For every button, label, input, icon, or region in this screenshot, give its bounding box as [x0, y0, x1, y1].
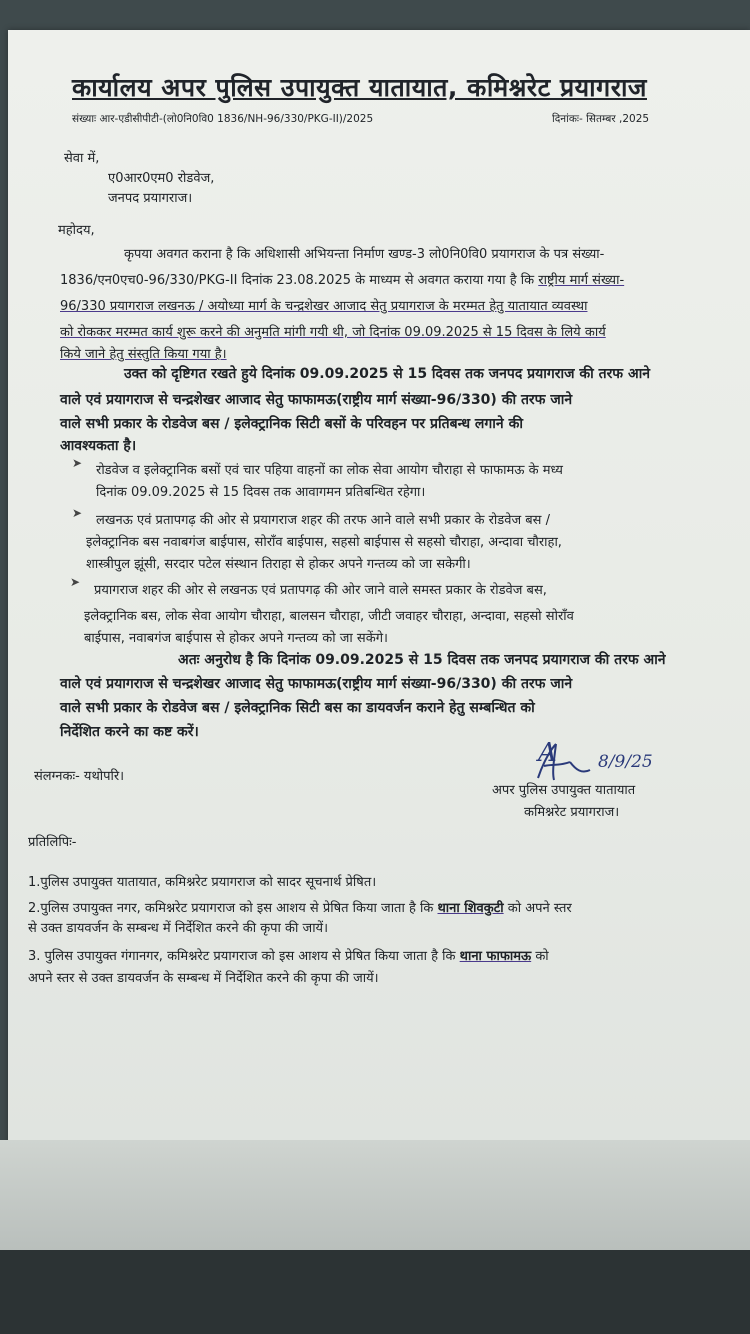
para1-line5: किये जाने हेतु संस्तुति किया गया है।: [60, 347, 227, 362]
para1-line3: 96/330 प्रयागराज लखनऊ / अयोध्या मार्ग के चन्द्रशेखर आजाद सेतु प्रयागराज के मरम्मत हेतु यातायात व्यवस्था: [60, 299, 588, 314]
salutation-to: सेवा में,: [64, 151, 100, 166]
copy-item-1: 1.पुलिस उपायुक्त यातायात, कमिश्नरेट प्रयागराज को सादर सूचनार्थ प्रेषित।: [28, 875, 377, 890]
para2-line2: वाले एवं प्रयागराज से चन्द्रशेखर आजाद सेतु फाफामऊ(राष्ट्रीय मार्ग संख्या-96/330) की तरफ जाने: [60, 392, 573, 408]
under-sheet: [0, 1140, 750, 1250]
office-title: कार्यालय अपर पुलिस उपायुक्त यातायात, कमिश्नरेट प्रयागराज: [72, 73, 647, 102]
bullet2-line3: शास्त्रीपुल झूंसी, सरदार पटेल संस्थान तिराहा से होकर अपने गन्तव्य को जा सकेगी।: [86, 557, 471, 572]
recipient-line-2: जनपद प्रयागराज।: [108, 191, 193, 206]
para1-line2: [60, 270, 624, 288]
copy-item-2-line2: से उक्त डायवर्जन के सम्बन्ध में निर्देशित करने की कृपा की जायें।: [28, 921, 329, 936]
signatory-designation: अपर पुलिस उपायुक्त यातायात: [492, 783, 636, 798]
request-line1: अतः अनुरोध है कि दिनांक 09.09.2025 से 15 दिवस तक जनपद प्रयागराज की तरफ आने: [178, 652, 666, 668]
greeting: महोदय,: [58, 223, 95, 238]
copy-item-2-text: 2.पुलिस उपायुक्त नगर, कमिश्नरेट प्रयागराज को इस आशय से प्रेषित किया जाता है कि: [28, 901, 438, 916]
table-surface: [0, 1250, 750, 1334]
copy-heading: प्रतिलिपिः-: [28, 835, 77, 850]
para1-highway-underlined: राष्ट्रीय मार्ग संख्या-: [538, 273, 625, 288]
copy-item-3: [28, 946, 549, 964]
request-line4: निर्देशित करने का कष्ट करें।: [60, 724, 199, 740]
signatory-office: कमिश्नरेट प्रयागराज।: [524, 805, 620, 820]
bullet3-line1: प्रयागराज शहर की ओर से लखनऊ एवं प्रतापगढ़ की ओर जाने वाले समस्त प्रकार के रोडवेज बस,: [94, 583, 547, 598]
recipient-line-1: ए0आर0एम0 रोडवेज,: [108, 171, 215, 186]
bullet1-line2: दिनांक 09.09.2025 से 15 दिवस तक आवागमन प्रतिबन्धित रहेगा।: [96, 485, 426, 500]
bullet3-line2: इलेक्ट्रानिक बस, लोक सेवा आयोग चौराहा, बालसन चौराहा, जीटी जवाहर चौराहा, अन्दावा, सहसो सोराँव: [84, 609, 574, 624]
signature-date-mark: 8/9/25: [598, 752, 653, 772]
bullet-arrow-icon: ➤: [72, 506, 83, 520]
request-line2: वाले एवं प्रयागराज से चन्द्रशेखर आजाद सेतु फाफामऊ(राष्ट्रीय मार्ग संख्या-96/330) की तरफ जाने: [60, 676, 573, 692]
para2-line4: आवश्यकता है।: [60, 438, 137, 454]
para2-line3: वाले सभी प्रकार के रोडवेज बस / इलेक्ट्रानिक सिटी बसों के परिवहन पर प्रतिबन्ध लगाने की: [60, 416, 523, 432]
copy-item-3-line2: अपने स्तर से उक्त डायवर्जन के सम्बन्ध में निर्देशित करने की कृपा की जायें।: [28, 971, 379, 986]
para2-line1: उक्त को दृष्टिगत रखते हुये दिनांक 09.09.2025 से 15 दिवस तक जनपद प्रयागराज की तरफ आने: [124, 366, 651, 382]
bullet-arrow-icon: ➤: [70, 575, 81, 589]
copy-item-2-text-end: को अपने स्तर: [503, 901, 572, 916]
signature-mark: A: [538, 738, 557, 768]
copy-item-2-station: थाना शिवकुटी: [437, 901, 504, 916]
bullet2-line2: इलेक्ट्रानिक बस नवाबगंज बाईपास, सोराँव बाईपास, सहसो बाईपास से सहसो चौराहा, अन्दावा चौराहा,: [86, 535, 562, 550]
copy-item-3-station: थाना फाफामऊ: [459, 949, 532, 964]
bullet-arrow-icon: ➤: [72, 456, 83, 470]
bullet3-line3: बाईपास, नवाबगंज बाईपास से होकर अपने गन्तव्य को जा सकेंगे।: [84, 631, 388, 646]
copy-item-3-text-end: को: [531, 949, 549, 964]
reference-number: संख्याः आर-एडीसीपीटी-(लो0नि0वि0 1836/NH-96/330/PKG-II)/2025: [72, 113, 374, 125]
para1-line4: को रोककर मरम्मत कार्य शुरू करने की अनुमति मांगी गयी थी, जो दिनांक 09.09.2025 से 15 दिवस के लिये कार्य: [60, 325, 606, 340]
copy-item-3-text: 3. पुलिस उपायुक्त गंगानगर, कमिश्नरेट प्रयागराज को इस आशय से प्रेषित किया जाता है कि: [28, 949, 460, 964]
bullet2-line1: लखनऊ एवं प्रतापगढ़ की ओर से प्रयागराज शहर की तरफ आने वाले सभी प्रकार के रोडवेज बस /: [96, 513, 550, 528]
para1-line1: कृपया अवगत कराना है कि अधिशासी अभियन्ता निर्माण खण्ड-3 लो0नि0वि0 प्रयागराज के पत्र संख्या-: [124, 247, 605, 262]
letter-date: दिनांकः- सितम्बर ,2025: [552, 113, 650, 125]
copy-item-2: [28, 898, 572, 916]
para1-line2-text: 1836/एन0एच0-96/330/PKG-II दिनांक 23.08.2025 के माध्यम से अवगत कराया गया है कि: [60, 273, 539, 288]
request-line3: वाले सभी प्रकार के रोडवेज बस / इलेक्ट्रानिक सिटी बस का डायवर्जन कराने हेतु सम्बन्धित को: [60, 700, 535, 716]
enclosure-note: संलग्नकः- यथोपरि।: [34, 769, 125, 784]
bullet1-line1: रोडवेज व इलेक्ट्रानिक बसों एवं चार पहिया वाहनों का लोक सेवा आयोग चौराहा से फाफामऊ के मध्य: [96, 463, 563, 478]
